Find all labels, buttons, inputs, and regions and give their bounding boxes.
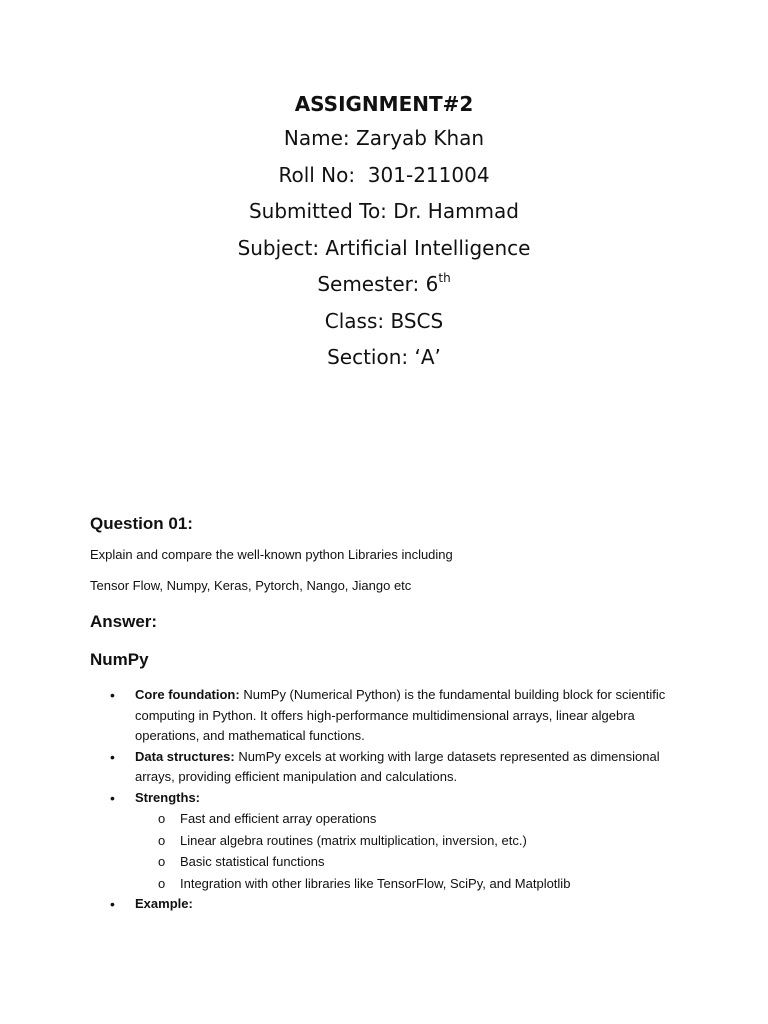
question-line-2: Tensor Flow, Numpy, Keras, Pytorch, Nango, Jiango etc [90,578,412,593]
student-name: Name: Zaryab Khan [283,126,485,150]
semester-superscript: th [438,271,451,285]
bullet-label: Data structures: [135,748,235,764]
class: Class: BSCS [324,308,444,333]
bullet-text: NumPy excels at working with large datasets represented as dimensional arrays, providing efficient manipulation and calculations. [135,748,660,784]
sub-item-text: Linear algebra routines (matrix multiplication, inversion, etc.) [180,832,527,848]
bullet-label: Core foundation: [135,687,240,702]
question-heading: Question 01: [90,514,193,533]
question-line-1: Explain and compare the well-known python Libraries including [90,547,453,562]
numpy-bullet-list [90,685,670,915]
semester-text: Semester: 6 [317,272,439,296]
subject: Subject: Artificial Intelligence [237,235,531,260]
circle-bullet-icon: o [158,811,166,826]
circle-bullet-icon: o [158,832,166,848]
strengths-sub-list [135,808,670,894]
title-block [0,88,768,376]
roll-number: Roll No: 301-211004 [278,162,490,187]
list-item [90,747,670,788]
submitted-to: Submitted To: Dr. Hammad [248,199,519,223]
bullet-icon: • [110,896,115,912]
sub-list-item [135,808,670,830]
list-item [90,894,670,915]
bullet-icon: • [110,748,115,765]
bullet-text: NumPy (Numerical Python) is the fundamental building block for scientific computing in Python. It offers high-performance multidimensional arrays, linear algebra operations, and mathematical functions. [135,687,666,743]
document-body [90,510,670,915]
semester [0,266,768,303]
circle-bullet-icon: o [158,854,166,869]
assignment-title: ASSIGNMENT#2 [294,92,474,116]
bullet-label: Example: [135,896,193,911]
answer-heading: Answer: [90,612,158,631]
sub-item-text: Fast and efficient array operations [180,811,377,826]
circle-bullet-icon: o [158,875,166,891]
sub-list-item [135,873,670,895]
list-item [90,788,670,895]
bullet-icon: • [110,687,115,703]
sub-list-item [135,851,670,873]
numpy-heading: NumPy [90,650,149,669]
bullet-label: Strengths: [135,789,200,805]
list-item [90,685,670,747]
bullet-icon: • [110,789,115,806]
sub-list-item [135,830,670,852]
section: Section: ‘A’ [327,345,441,369]
sub-item-text: Integration with other libraries like TensorFlow, SciPy, and Matplotlib [180,875,571,891]
sub-item-text: Basic statistical functions [180,854,325,869]
